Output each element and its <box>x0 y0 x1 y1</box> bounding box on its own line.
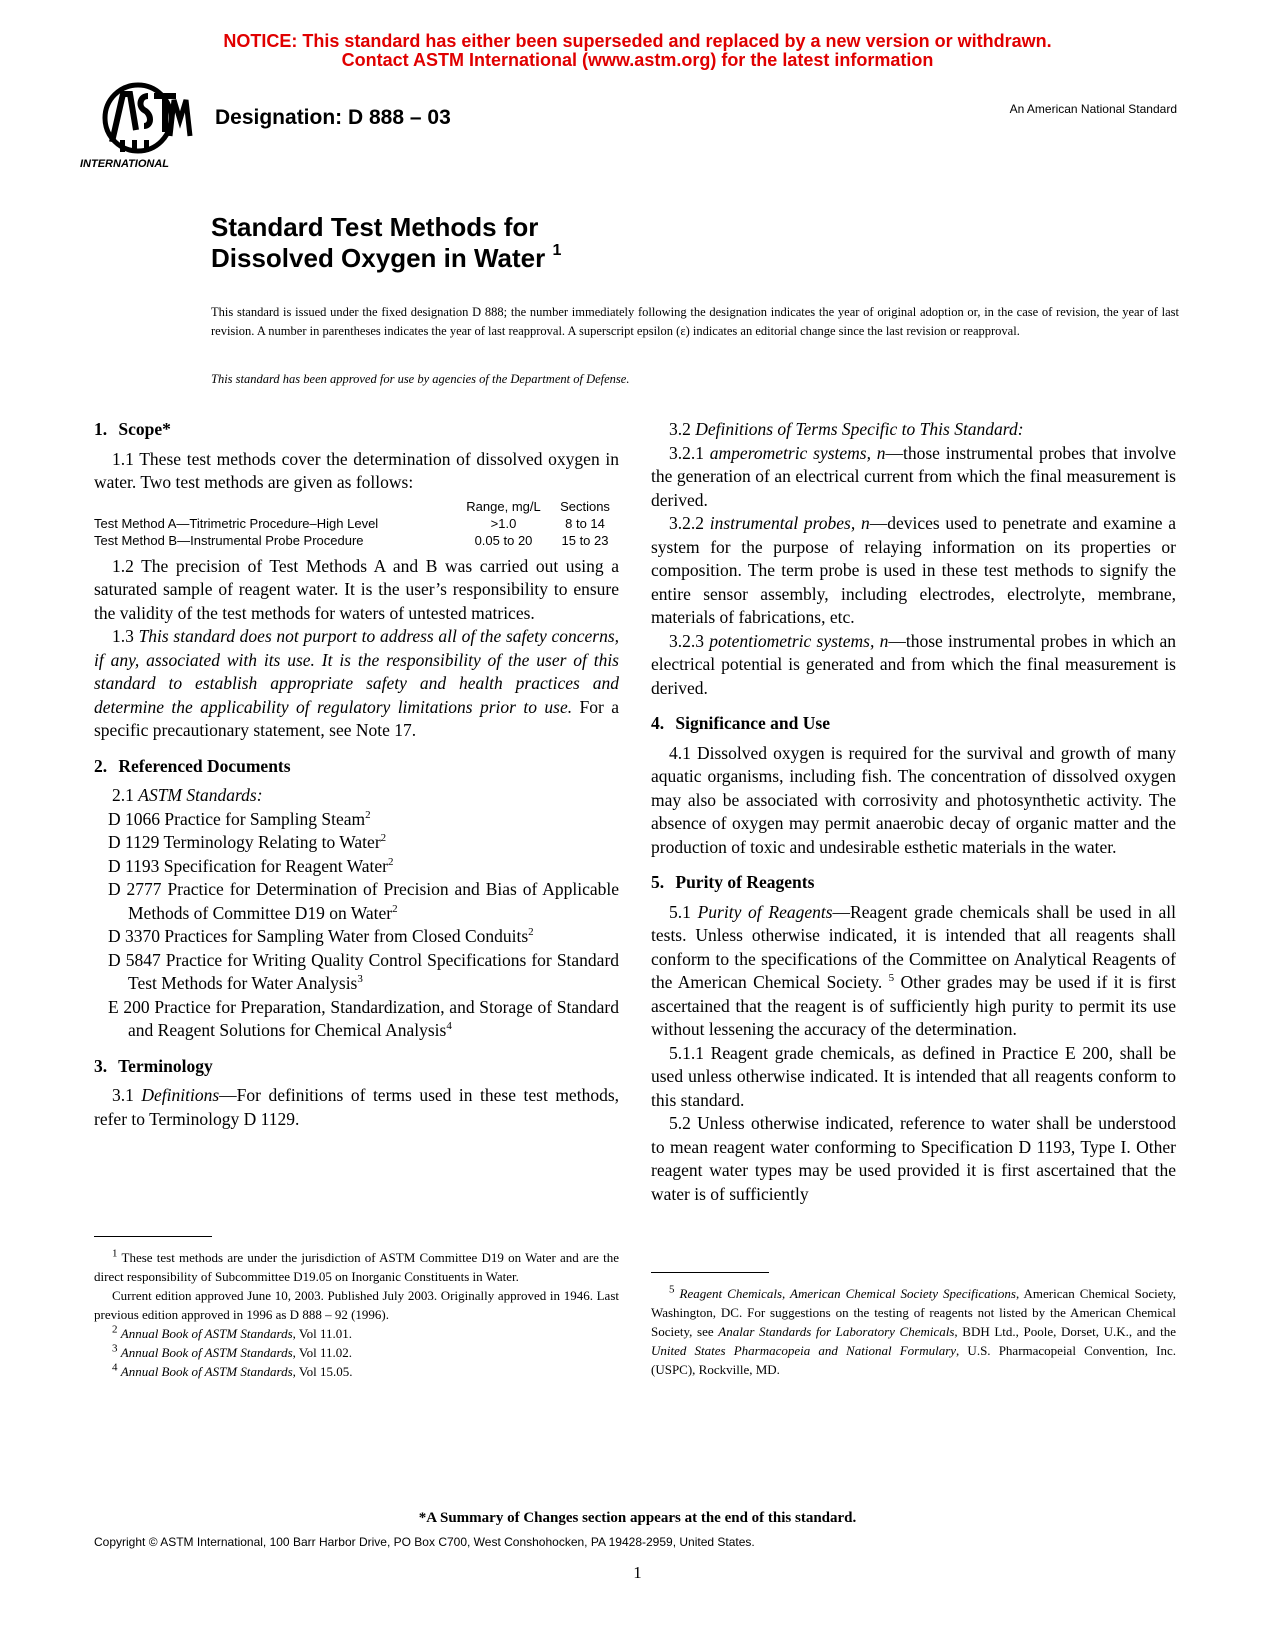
footnote-mark: 2 <box>392 902 398 915</box>
section-heading-scope <box>94 418 619 442</box>
paragraph-text: For a specific precautionary statement, see Note 17. <box>94 696 620 740</box>
footnote-divider <box>651 1272 769 1273</box>
footnote-mark: 2 <box>365 808 371 821</box>
doc-code: D 5847 <box>108 949 161 970</box>
footnote-text: Annual Book of ASTM Standards <box>120 1364 293 1379</box>
table-cell: 8 to 14 <box>565 515 605 531</box>
paragraph-3-2-1 <box>651 442 1176 513</box>
paragraph-term: instrumental probes, n <box>709 513 870 533</box>
paragraph-number: 2.1 <box>112 785 134 805</box>
paragraph-3-2 <box>651 418 1176 442</box>
title-line-2-text: Dissolved Oxygen in Water <box>211 243 546 273</box>
notice-line-1: NOTICE: This standard has either been superseded and replaced by a new version or withdrawn. <box>223 31 1052 51</box>
footnote-text: Analar Standards for Laboratory Chemicals <box>718 1324 955 1339</box>
section-title: Purity of Reagents <box>675 872 815 892</box>
section-heading-purity <box>651 871 1176 895</box>
footnote-3 <box>94 1343 619 1362</box>
table-cell: Test Method A—Titrimetric Procedure–High Level <box>94 515 379 531</box>
paragraph-text: Other grades may be used if it is first ascertained that the reagent is of sufficiently high purity to permit its use without lessening the accuracy of the determination. <box>651 972 1176 1039</box>
section-number: 2. <box>94 755 108 776</box>
footnote-mark: 3 <box>112 1342 118 1355</box>
section-number: 4. <box>651 713 665 733</box>
paragraph-1-2: 1.2 The precision of Test Methods A and B was carried out using a saturated sample of reagent water. It is the user’s responsibility to ensure the validity of the test methods for waters of untested matrices. <box>94 555 619 623</box>
footnotes-left <box>94 1248 619 1381</box>
footnote-text: Reagent Chemicals, American Chemical Society Specifications <box>679 1286 1016 1301</box>
doc-code: D 2777 <box>108 879 162 899</box>
paragraph-text: —Reagent grade chemicals shall be used in all tests. Unless otherwise indicated, it is intended that all reagents shall conform to the specifications of the Committee on Analytical Reagents of the American Chemical Society. <box>651 901 1176 992</box>
footnote-4 <box>94 1362 619 1381</box>
reference-doc-item <box>94 949 619 996</box>
section-heading-terminology <box>94 1055 619 1079</box>
table-header-cell: Sections <box>560 498 610 514</box>
table-cell: Test Method B—Instrumental Probe Procedure <box>94 532 364 548</box>
footnote-text: , Vol 11.02. <box>292 1345 352 1360</box>
paragraph-term: potentiometric systems, n <box>709 630 889 651</box>
title-footnote-mark: 1 <box>552 242 562 259</box>
footnote-mark: 2 <box>387 855 394 868</box>
paragraph-number: 3.2.2 <box>669 513 704 533</box>
logo-text: INTERNATIONAL <box>80 158 170 170</box>
paragraph-text: Definitions of Terms Specific to This Standard: <box>695 419 1024 439</box>
doc-code: D 3370 <box>108 926 161 946</box>
paragraph-text: ASTM Standards: <box>138 785 263 805</box>
doc-title: Practice for Writing Quality Control Specifications for Standard Test Methods for Water Analysis <box>128 949 620 993</box>
footnote-text: Annual Book of ASTM Standards <box>120 1345 293 1360</box>
section-heading-referenced-documents <box>94 755 619 779</box>
doc-code: D 1129 <box>108 832 160 852</box>
notice-banner <box>0 32 1275 70</box>
reference-doc-item <box>94 855 619 879</box>
section-heading-significance <box>651 712 1176 736</box>
doc-title: Practice for Determination of Precision and Bias of Applicable Methods of Committee D19 on Water <box>128 879 620 923</box>
section-title: Referenced Documents <box>118 755 291 776</box>
footnote-5 <box>651 1284 1176 1379</box>
paragraph-text: —For definitions of terms used in these test methods, refer to Terminology D 1129. <box>94 1085 620 1129</box>
title-line-1: Standard Test Methods for <box>211 212 539 242</box>
section-title: Scope* <box>118 419 171 439</box>
footnote-mark: 1 <box>112 1247 118 1260</box>
paragraph-term: Purity of Reagents <box>697 901 833 922</box>
section-number: 3. <box>94 1055 108 1076</box>
reference-doc-item <box>94 878 619 925</box>
footnote-divider <box>94 1236 212 1237</box>
doc-code: D 1066 <box>108 808 161 829</box>
doc-code: D 1193 <box>108 855 160 876</box>
paragraph-5-2: 5.2 Unless otherwise indicated, reference to water shall be understood to mean reagent water conforming to Specification D 1193, Type I. Other reagent water types may be used provided it is first ascertained that the water is of sufficiently <box>651 1113 1176 1204</box>
paragraph-number: 1.3 <box>112 626 134 646</box>
paragraph-2-1 <box>94 784 619 808</box>
footnote-mark: 2 <box>112 1323 118 1336</box>
footnote-text: , Vol 15.05. <box>292 1364 353 1379</box>
section-title: Significance and Use <box>675 713 830 733</box>
section-number: 1. <box>94 419 108 439</box>
paragraph-3-1 <box>94 1084 619 1131</box>
paragraph-5-1-1: 5.1.1 Reagent grade chemicals, as defined in Practice E 200, shall be used unless otherwise indicated. It is intended that all reagents conform to this standard. <box>651 1042 1176 1110</box>
footnote-text: , Vol 11.01. <box>292 1326 352 1341</box>
summary-of-changes-note: *A Summary of Changes section appears at the end of this standard. <box>418 1510 857 1526</box>
footnote-text: , American Chemical Society, Washington, DC. For suggestions on the testing of reagents not listed by the American Chemical Society, see <box>651 1286 1177 1339</box>
paragraph-4-1: 4.1 Dissolved oxygen is required for the survival and growth of many aquatic organisms, including fish. The concentration of dissolved oxygen may also be associated with corrosivity and photosynthetic activity. The absence of oxygen may permit anaerobic decay of organic matter and the production of toxic and undesirable esthetic materials in the water. <box>651 742 1176 857</box>
table-cell: >1.0 <box>490 515 517 531</box>
footnote-mark: 4 <box>446 1020 452 1033</box>
astm-logo <box>80 80 206 180</box>
footnote-mark: 2 <box>528 926 534 939</box>
notice-line-2: Contact ASTM International (www.astm.org) for the latest information <box>341 50 934 70</box>
footnote-text: , U.S. Pharmacopeial Convention, Inc. (USPC), Rockville, MD. <box>651 1343 1176 1377</box>
safety-statement: This standard does not purport to address all of the safety concerns, if any, associated with its use. It is the responsibility of the user of this standard to establish appropriate safety and health practices and determine the applicability of regulatory limitations prior to use. <box>94 626 620 717</box>
doc-title: Practices for Sampling Water from Closed Conduits <box>164 926 529 946</box>
dod-approval-note: This standard has been approved for use by agencies of the Department of Defense. <box>211 372 630 386</box>
table-header-cell: Range, mg/L <box>466 498 541 514</box>
table-cell: 0.05 to 20 <box>474 532 533 548</box>
reference-doc-item <box>94 996 619 1043</box>
section-number: 5. <box>651 872 665 892</box>
footnote-2 <box>94 1324 619 1343</box>
page-title <box>211 212 561 274</box>
footnote-text: Annual Book of ASTM Standards <box>120 1326 293 1341</box>
footnote-text: These test methods are under the jurisdiction of ASTM Committee D19 on Water and are the direct responsibility of Subcommittee D19.05 on Inorganic Constituents in Water. <box>94 1250 619 1284</box>
paragraph-number: 5.1 <box>669 901 691 922</box>
table-row <box>94 532 619 549</box>
reference-doc-item <box>94 925 619 949</box>
paragraph-text: —those instrumental probes that involve the generation of an electrical current from which the final measurement is derived. <box>651 442 1176 510</box>
designation: Designation: D 888 – 03 <box>215 106 451 129</box>
reference-doc-item <box>94 808 619 832</box>
paragraph-1-1: 1.1 These test methods cover the determination of dissolved oxygen in water. Two test methods are given as follows: <box>94 448 619 492</box>
doc-code: E 200 <box>108 996 150 1017</box>
paragraph-number: 3.2.1 <box>669 442 704 463</box>
page-number: 1 <box>633 1563 642 1582</box>
footnote-text: , BDH Ltd., Poole, Dorset, U.K., and the <box>954 1324 1177 1339</box>
copyright: Copyright © ASTM International, 100 Barr Harbor Drive, PO Box C700, West Conshohocken, PA 19428-2959, United States. <box>94 1535 755 1549</box>
doc-title: Terminology Relating to Water <box>163 832 381 852</box>
paragraph-term: amperometric systems, n <box>709 442 886 463</box>
footnotes-right <box>651 1284 1176 1379</box>
methods-table <box>94 498 619 549</box>
american-national-standard: An American National Standard <box>1009 102 1177 116</box>
reference-doc-item <box>94 831 619 855</box>
footnote-mark: 2 <box>380 832 387 845</box>
paragraph-3-2-3 <box>651 630 1176 701</box>
footnote-mark: 5 <box>888 972 895 985</box>
footnote-text: United States Pharmacopeia and National Formulary <box>651 1343 957 1358</box>
paragraph-term: Definitions <box>141 1085 220 1105</box>
table-row <box>94 515 619 532</box>
doc-title: Practice for Preparation, Standardization, and Storage of Standard and Reagent Solutions for Chemical Analysis <box>128 996 619 1040</box>
footnote-mark: 3 <box>357 973 363 986</box>
table-cell: 15 to 23 <box>561 532 609 548</box>
paragraph-number: 3.2.3 <box>669 630 704 651</box>
doc-title: Specification for Reagent Water <box>163 855 388 876</box>
footnote-1-edition: Current edition approved June 10, 2003. Published July 2003. Originally approved in 1946. Last previous edition approved in 1996 as D 888 – 92 (1996). <box>94 1288 619 1322</box>
paragraph-text: —devices used to penetrate and examine a system for the purpose of relaying information on its properties or composition. The term probe is used in these test methods to signify the entire sensor assembly, including electrodes, electrolyte, membrane, materials of fabrications, etc. <box>651 513 1176 627</box>
paragraph-5-1 <box>651 901 1176 1042</box>
doc-title: Practice for Sampling Steam <box>164 808 366 829</box>
section-title: Terminology <box>118 1055 213 1076</box>
table-header-cell <box>94 498 456 515</box>
paragraph-number: 3.2 <box>669 419 691 439</box>
footnote-mark: 5 <box>669 1283 675 1296</box>
table-header-row <box>94 498 619 515</box>
paragraph-3-2-2 <box>651 512 1176 630</box>
footnote-mark: 4 <box>112 1361 118 1374</box>
footnote-1 <box>94 1248 619 1286</box>
paragraph-text: —those instrumental probes in which an electrical potential is generated and from which the final measurement is derived. <box>651 630 1176 698</box>
left-column <box>94 418 619 1131</box>
paragraph-1-3 <box>94 625 619 743</box>
issued-note: This standard is issued under the fixed designation D 888; the number immediately following the designation indicates the year of original adoption or, in the case of revision, the year of last revision. A number in parentheses indicates the year of last reapproval. A superscript epsilon (ε) indicates an editorial change since the last revision or reapproval. <box>211 305 1179 338</box>
paragraph-number: 3.1 <box>112 1085 134 1105</box>
title-line-2 <box>211 243 561 274</box>
right-column <box>651 418 1176 1206</box>
